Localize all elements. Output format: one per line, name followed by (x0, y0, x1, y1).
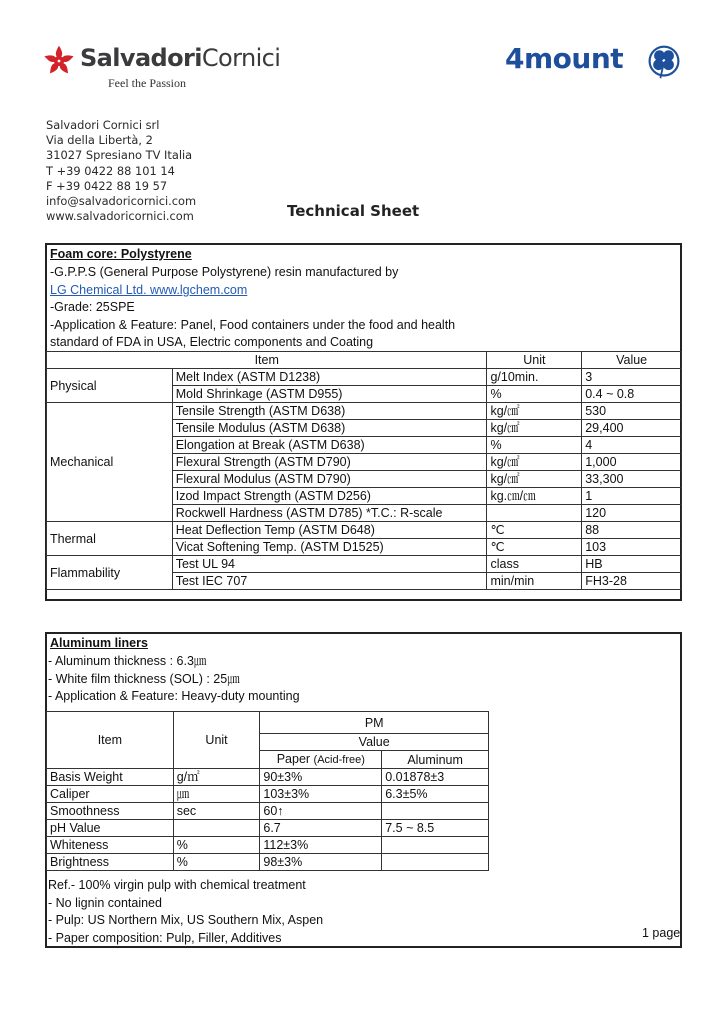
foam-core-intro-4: -Application & Feature: Panel, Food containers under the food and health (50, 318, 456, 332)
col-header-aluminum: Aluminum (382, 751, 489, 769)
aluminum-intro-1: - Aluminum thickness : 6.3㎛ (48, 654, 207, 668)
company-city: 31027 Spresiano TV Italia (46, 148, 193, 163)
aluminum-heading: Aluminum liners (50, 636, 148, 650)
cell-item: Smoothness (47, 803, 174, 820)
cell-paper: 103±3% (260, 786, 382, 803)
table-row (47, 522, 682, 539)
aluminum-note-2: - No lignin contained (48, 896, 162, 910)
cell-unit: kg/㎠ (487, 403, 582, 420)
cell-unit: kg/㎠ (487, 454, 582, 471)
col-header-item: Item (47, 712, 174, 769)
clover-logo-icon (646, 44, 682, 80)
company-address (46, 118, 196, 224)
table-row (47, 837, 489, 854)
cell-item: Mold Shrinkage (ASTM D955) (172, 386, 487, 403)
cell-value: 1,000 (582, 454, 682, 471)
cell-item: Tensile Strength (ASTM D638) (172, 403, 487, 420)
cell-item: Vicat Softening Temp. (ASTM D1525) (172, 539, 487, 556)
col-header-item: Item (47, 352, 487, 369)
flower-logo-icon (42, 44, 76, 78)
category-physical: Physical (47, 369, 173, 403)
cell-paper: 90±3% (260, 769, 382, 786)
company-name: Salvadori Cornici srl (46, 118, 160, 132)
cell-unit: kg.㎝/㎝ (487, 488, 582, 505)
cell-value: 88 (582, 522, 682, 539)
foam-core-intro-3: -Grade: 25SPE (50, 300, 135, 314)
cell-unit: % (487, 386, 582, 403)
cell-unit: g/㎡ (173, 769, 260, 786)
aluminum-note-4: - Paper composition: Pulp, Filler, Additives (48, 931, 282, 945)
company-fax: F +39 0422 88 19 57 (46, 178, 168, 193)
cell-unit: ㎛ (173, 786, 260, 803)
cell-unit: class (487, 556, 582, 573)
cell-aluminum: 7.5 ~ 8.5 (382, 820, 489, 837)
cell-aluminum (382, 854, 489, 871)
cell-item: Izod Impact Strength (ASTM D256) (172, 488, 487, 505)
page-number: 1 page (642, 926, 681, 940)
cell-unit: kg/㎠ (487, 420, 582, 437)
cell-aluminum (382, 837, 489, 854)
cell-item: Whiteness (47, 837, 174, 854)
cell-value: FH3-28 (582, 573, 682, 590)
cell-value: 103 (582, 539, 682, 556)
company-email[interactable]: info@salvadoricornici.com (46, 194, 197, 209)
cell-item: Melt Index (ASTM D1238) (172, 369, 487, 386)
cell-item: Basis Weight (47, 769, 174, 786)
cell-value: 3 (582, 369, 682, 386)
cell-unit: min/min (487, 573, 582, 590)
cell-item: Test IEC 707 (172, 573, 487, 590)
col-header-pm: PM (260, 712, 489, 734)
col-header-paper (260, 751, 382, 769)
page-title: Technical Sheet (287, 202, 420, 220)
col-header-value: Value (582, 352, 682, 369)
company-phone: T +39 0422 88 101 14 (46, 163, 175, 178)
cell-item: pH Value (47, 820, 174, 837)
aluminum-intro-2: - White film thickness (SOL) : 25㎛ (48, 672, 240, 686)
table-header-row (47, 712, 489, 734)
cell-paper: 6.7 (260, 820, 382, 837)
cell-item: Caliper (47, 786, 174, 803)
cell-value: 29,400 (582, 420, 682, 437)
aluminum-properties-table (46, 711, 489, 871)
cell-unit: % (487, 437, 582, 454)
cell-aluminum: 6.3±5% (382, 786, 489, 803)
cell-item: Test UL 94 (172, 556, 487, 573)
cell-unit: % (173, 837, 260, 854)
cell-unit: g/10min. (487, 369, 582, 386)
col-header-unit: Unit (487, 352, 582, 369)
brand-tagline: Feel the Passion (108, 76, 186, 90)
cell-paper: 60↑ (260, 803, 382, 820)
cell-unit: sec (173, 803, 260, 820)
cell-item: Heat Deflection Temp (ASTM D648) (172, 522, 487, 539)
foam-core-intro-1: -G.P.P.S (General Purpose Polystyrene) resin manufactured by (50, 265, 399, 279)
aluminum-note-3: - Pulp: US Northern Mix, US Southern Mix, Aspen (48, 913, 324, 927)
aluminum-intro-3: - Application & Feature: Heavy-duty mounting (48, 689, 300, 703)
cell-unit: % (173, 854, 260, 871)
lg-chem-link[interactable]: LG Chemical Ltd. www.lgchem.com (50, 283, 248, 297)
col-header-value: Value (260, 734, 489, 751)
table-row (47, 786, 489, 803)
table-row (47, 820, 489, 837)
foam-core-section (45, 243, 682, 601)
cell-aluminum (382, 803, 489, 820)
cell-item: Tensile Modulus (ASTM D638) (172, 420, 487, 437)
category-flammability: Flammability (47, 556, 173, 590)
cell-value: 120 (582, 505, 682, 522)
cell-value: 1 (582, 488, 682, 505)
cell-value: 0.4 ~ 0.8 (582, 386, 682, 403)
company-street: Via della Libertà, 2 (46, 133, 153, 148)
company-website[interactable]: www.salvadoricornici.com (46, 209, 194, 224)
cell-unit (487, 505, 582, 522)
cell-value: 33,300 (582, 471, 682, 488)
brand-name (80, 44, 280, 72)
aluminum-note-1: Ref.- 100% virgin pulp with chemical treatment (48, 878, 306, 892)
cell-item: Brightness (47, 854, 174, 871)
table-row (47, 769, 489, 786)
table-row (47, 803, 489, 820)
table-header-row (47, 352, 682, 369)
foam-core-heading: Foam core: Polystyrene (50, 247, 192, 261)
category-mechanical: Mechanical (47, 403, 173, 522)
aluminum-liners-section (45, 632, 682, 948)
cell-item: Flexural Strength (ASTM D790) (172, 454, 487, 471)
4mount-brand-text: 4mount (505, 42, 624, 75)
cell-unit: kg/㎠ (487, 471, 582, 488)
foam-core-intro-5: standard of FDA in USA, Electric components and Coating (50, 335, 374, 349)
paper-label: Paper (276, 752, 311, 766)
foam-core-properties-table (46, 351, 682, 590)
salvadori-cornici-logo (40, 42, 290, 92)
4mount-logo (505, 42, 685, 82)
cell-value: 4 (582, 437, 682, 454)
cell-value: HB (582, 556, 682, 573)
category-thermal: Thermal (47, 522, 173, 556)
cell-paper: 112±3% (260, 837, 382, 854)
table-row (47, 403, 682, 420)
table-row (47, 369, 682, 386)
table-row (47, 556, 682, 573)
cell-unit (173, 820, 260, 837)
cell-item: Elongation at Break (ASTM D638) (172, 437, 487, 454)
cell-paper: 98±3% (260, 854, 382, 871)
col-header-unit: Unit (173, 712, 260, 769)
cell-aluminum: 0.01878±3 (382, 769, 489, 786)
cell-unit: ℃ (487, 522, 582, 539)
cell-value: 530 (582, 403, 682, 420)
cell-unit: ℃ (487, 539, 582, 556)
brand-bold: Salvadori (80, 44, 202, 72)
brand-light: Cornici (201, 44, 281, 72)
cell-item: Rockwell Hardness (ASTM D785) *T.C.: R-scale (172, 505, 487, 522)
cell-item: Flexural Modulus (ASTM D790) (172, 471, 487, 488)
table-row (47, 854, 489, 871)
paper-note: (Acid-free) (313, 754, 365, 766)
